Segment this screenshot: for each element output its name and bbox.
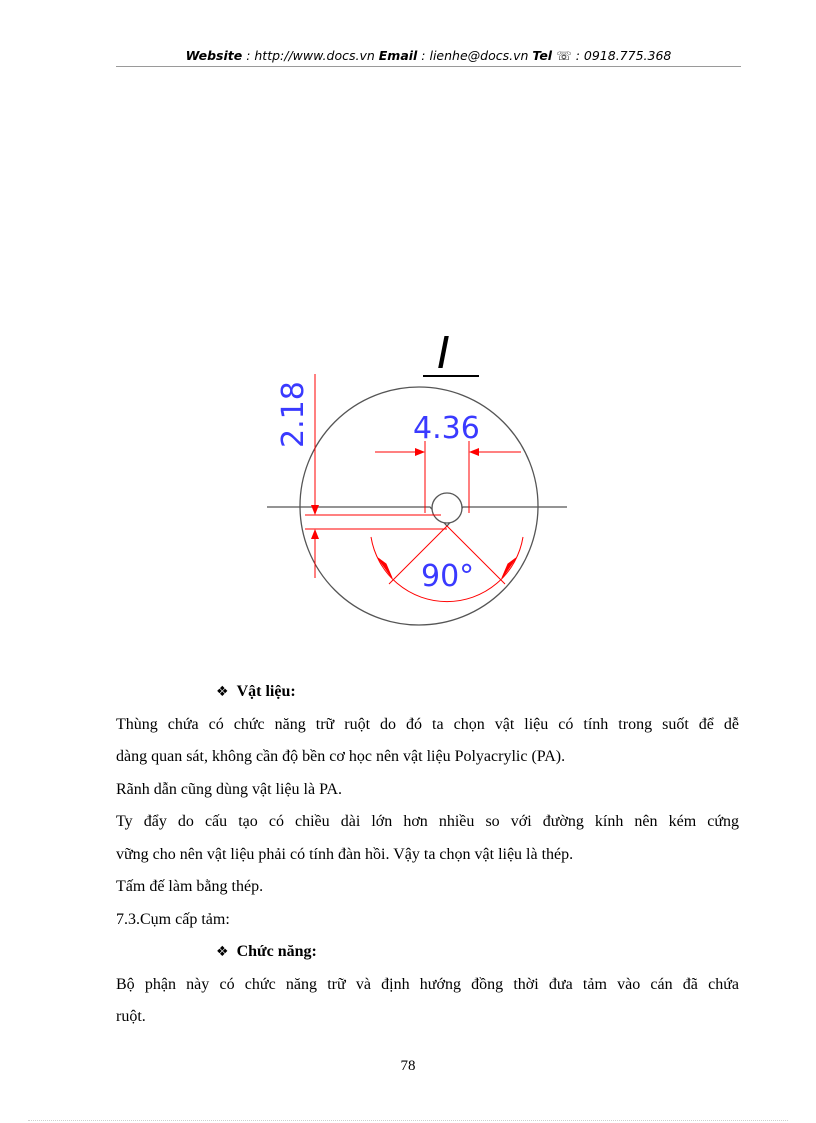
paragraph-line: Bộ phận này có chức năng trữ và định hướng đồng thời đưa tảm vào cán đã chứa bbox=[116, 975, 739, 993]
surface-with-v-groove bbox=[267, 507, 567, 526]
paragraph-line: ruột. bbox=[116, 1008, 146, 1025]
website-value: : http://www.docs.vn bbox=[242, 48, 379, 63]
paragraph-line: dàng quan sát, không cần độ bền cơ học nên vật liệu Polyacrylic (PA). bbox=[116, 748, 566, 765]
page-number: 78 bbox=[400, 1058, 416, 1074]
materials-heading: ❖ Vật liệu: bbox=[216, 683, 296, 700]
angle-arrow-left bbox=[378, 558, 392, 578]
angle-arrow-right bbox=[502, 558, 516, 578]
email-value: : lienhe@docs.vn bbox=[417, 48, 533, 63]
diamond-bullet-icon: ❖ bbox=[216, 944, 229, 960]
height-dimension-label: 2.18 bbox=[276, 381, 311, 448]
body-text bbox=[116, 676, 739, 1034]
paragraph-line: Ty đẩy do cấu tạo có chiều dài lớn hơn nhiều so với đường kính nên kém cứng bbox=[116, 813, 739, 830]
diamond-bullet-icon: ❖ bbox=[216, 684, 229, 700]
function-heading: ❖ Chức năng: bbox=[216, 943, 317, 960]
tube-circle bbox=[432, 493, 462, 523]
tel-label: Tel bbox=[532, 48, 553, 63]
section-label: I bbox=[437, 328, 450, 379]
tel-value: : 0918.775.368 bbox=[571, 48, 672, 63]
website-label: Website bbox=[185, 48, 243, 63]
email-label: Email bbox=[378, 48, 418, 63]
page-header bbox=[116, 48, 741, 63]
paragraph-line: Thùng chứa có chức năng trữ ruột do đó ta chọn vật liệu có tính trong suốt để dễ bbox=[116, 715, 739, 733]
groove-section-figure bbox=[255, 308, 575, 628]
header-divider bbox=[116, 66, 741, 67]
paragraph-line: Rãnh dẫn cũng dùng vật liệu là PA. bbox=[116, 780, 343, 798]
angle-dimension-label: 90° bbox=[421, 559, 475, 594]
width-dimension-label: 4.36 bbox=[413, 411, 480, 446]
telephone-icon: ☏ bbox=[556, 48, 572, 63]
footer-divider bbox=[28, 1120, 788, 1121]
paragraph-line: Tấm đế làm bằng thép. bbox=[116, 878, 264, 895]
section-title: 7.3.Cụm cấp tảm: bbox=[116, 910, 230, 928]
paragraph-line: vững cho nên vật liệu phải có tính đàn hồi. Vậy ta chọn vật liệu là thép. bbox=[116, 845, 574, 863]
